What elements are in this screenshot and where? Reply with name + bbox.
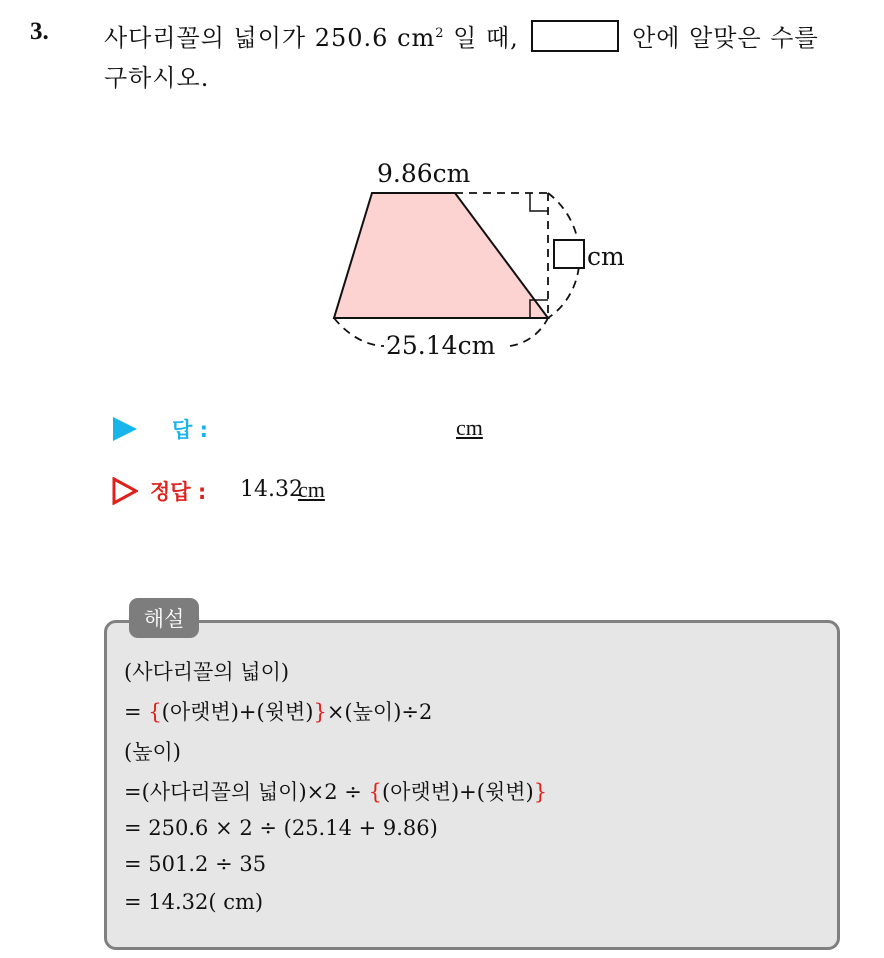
question-text-part3: 안에 알맞은 수를 [632,24,819,52]
right-angle-mark-top [530,193,548,211]
filled-triangle-icon [112,416,138,442]
top-side-label: 9.86cm [377,159,471,188]
correct-answer-unit: cm [298,477,325,502]
solution-line-4-middle: (아랫변)+(윗변) [381,780,534,804]
question-number: 3. [30,18,49,45]
correct-answer-value: 14.32 [240,477,303,502]
trapezoid-figure [0,0,884,400]
bottom-dashed-arc-right [510,318,548,346]
solution-line-4-prefix: =(사다리꼴의 넓이)×2 ÷ [124,780,369,804]
height-unit-label: cm [587,242,625,271]
answer-label: 답 : [172,418,208,442]
open-brace: { [148,700,162,724]
solution-line-2 [124,696,432,726]
close-brace: } [313,700,327,724]
close-brace: } [533,780,548,804]
question-text-part1: 사다리꼴의 넓이가 250.6 cm [104,24,436,52]
question-text-line2: 구하시오. [104,64,210,92]
height-blank-box [554,240,584,268]
bottom-dashed-arc-left [334,318,384,346]
solution-line-2-prefix: = [124,700,149,724]
solution-line-1: (사다리꼴의 넓이) [124,660,290,684]
solution-line-4 [124,776,547,806]
outline-triangle-icon [112,477,138,505]
solution-line-3: (높이) [124,740,181,764]
answer-unit: cm [456,415,483,440]
solution-line-5: = 250.6 × 2 ÷ (25.14 + 9.86) [124,816,438,840]
trapezoid-shape [334,193,548,318]
bottom-side-label: 25.14cm [386,331,496,360]
solution-line-7: = 14.32( cm) [124,890,264,914]
solution-tag: 해설 [129,598,199,638]
superscript-2: 2 [435,26,445,41]
question-text-part2: 일 때, [444,24,519,52]
open-brace: { [368,780,382,804]
solution-line-6: = 501.2 ÷ 35 [124,852,267,876]
correct-answer-label: 정답 : [150,480,207,504]
solution-line-2-middle: (아랫변)+(윗변) [161,700,314,724]
solution-line-2-suffix: ×(높이)÷2 [326,700,433,724]
